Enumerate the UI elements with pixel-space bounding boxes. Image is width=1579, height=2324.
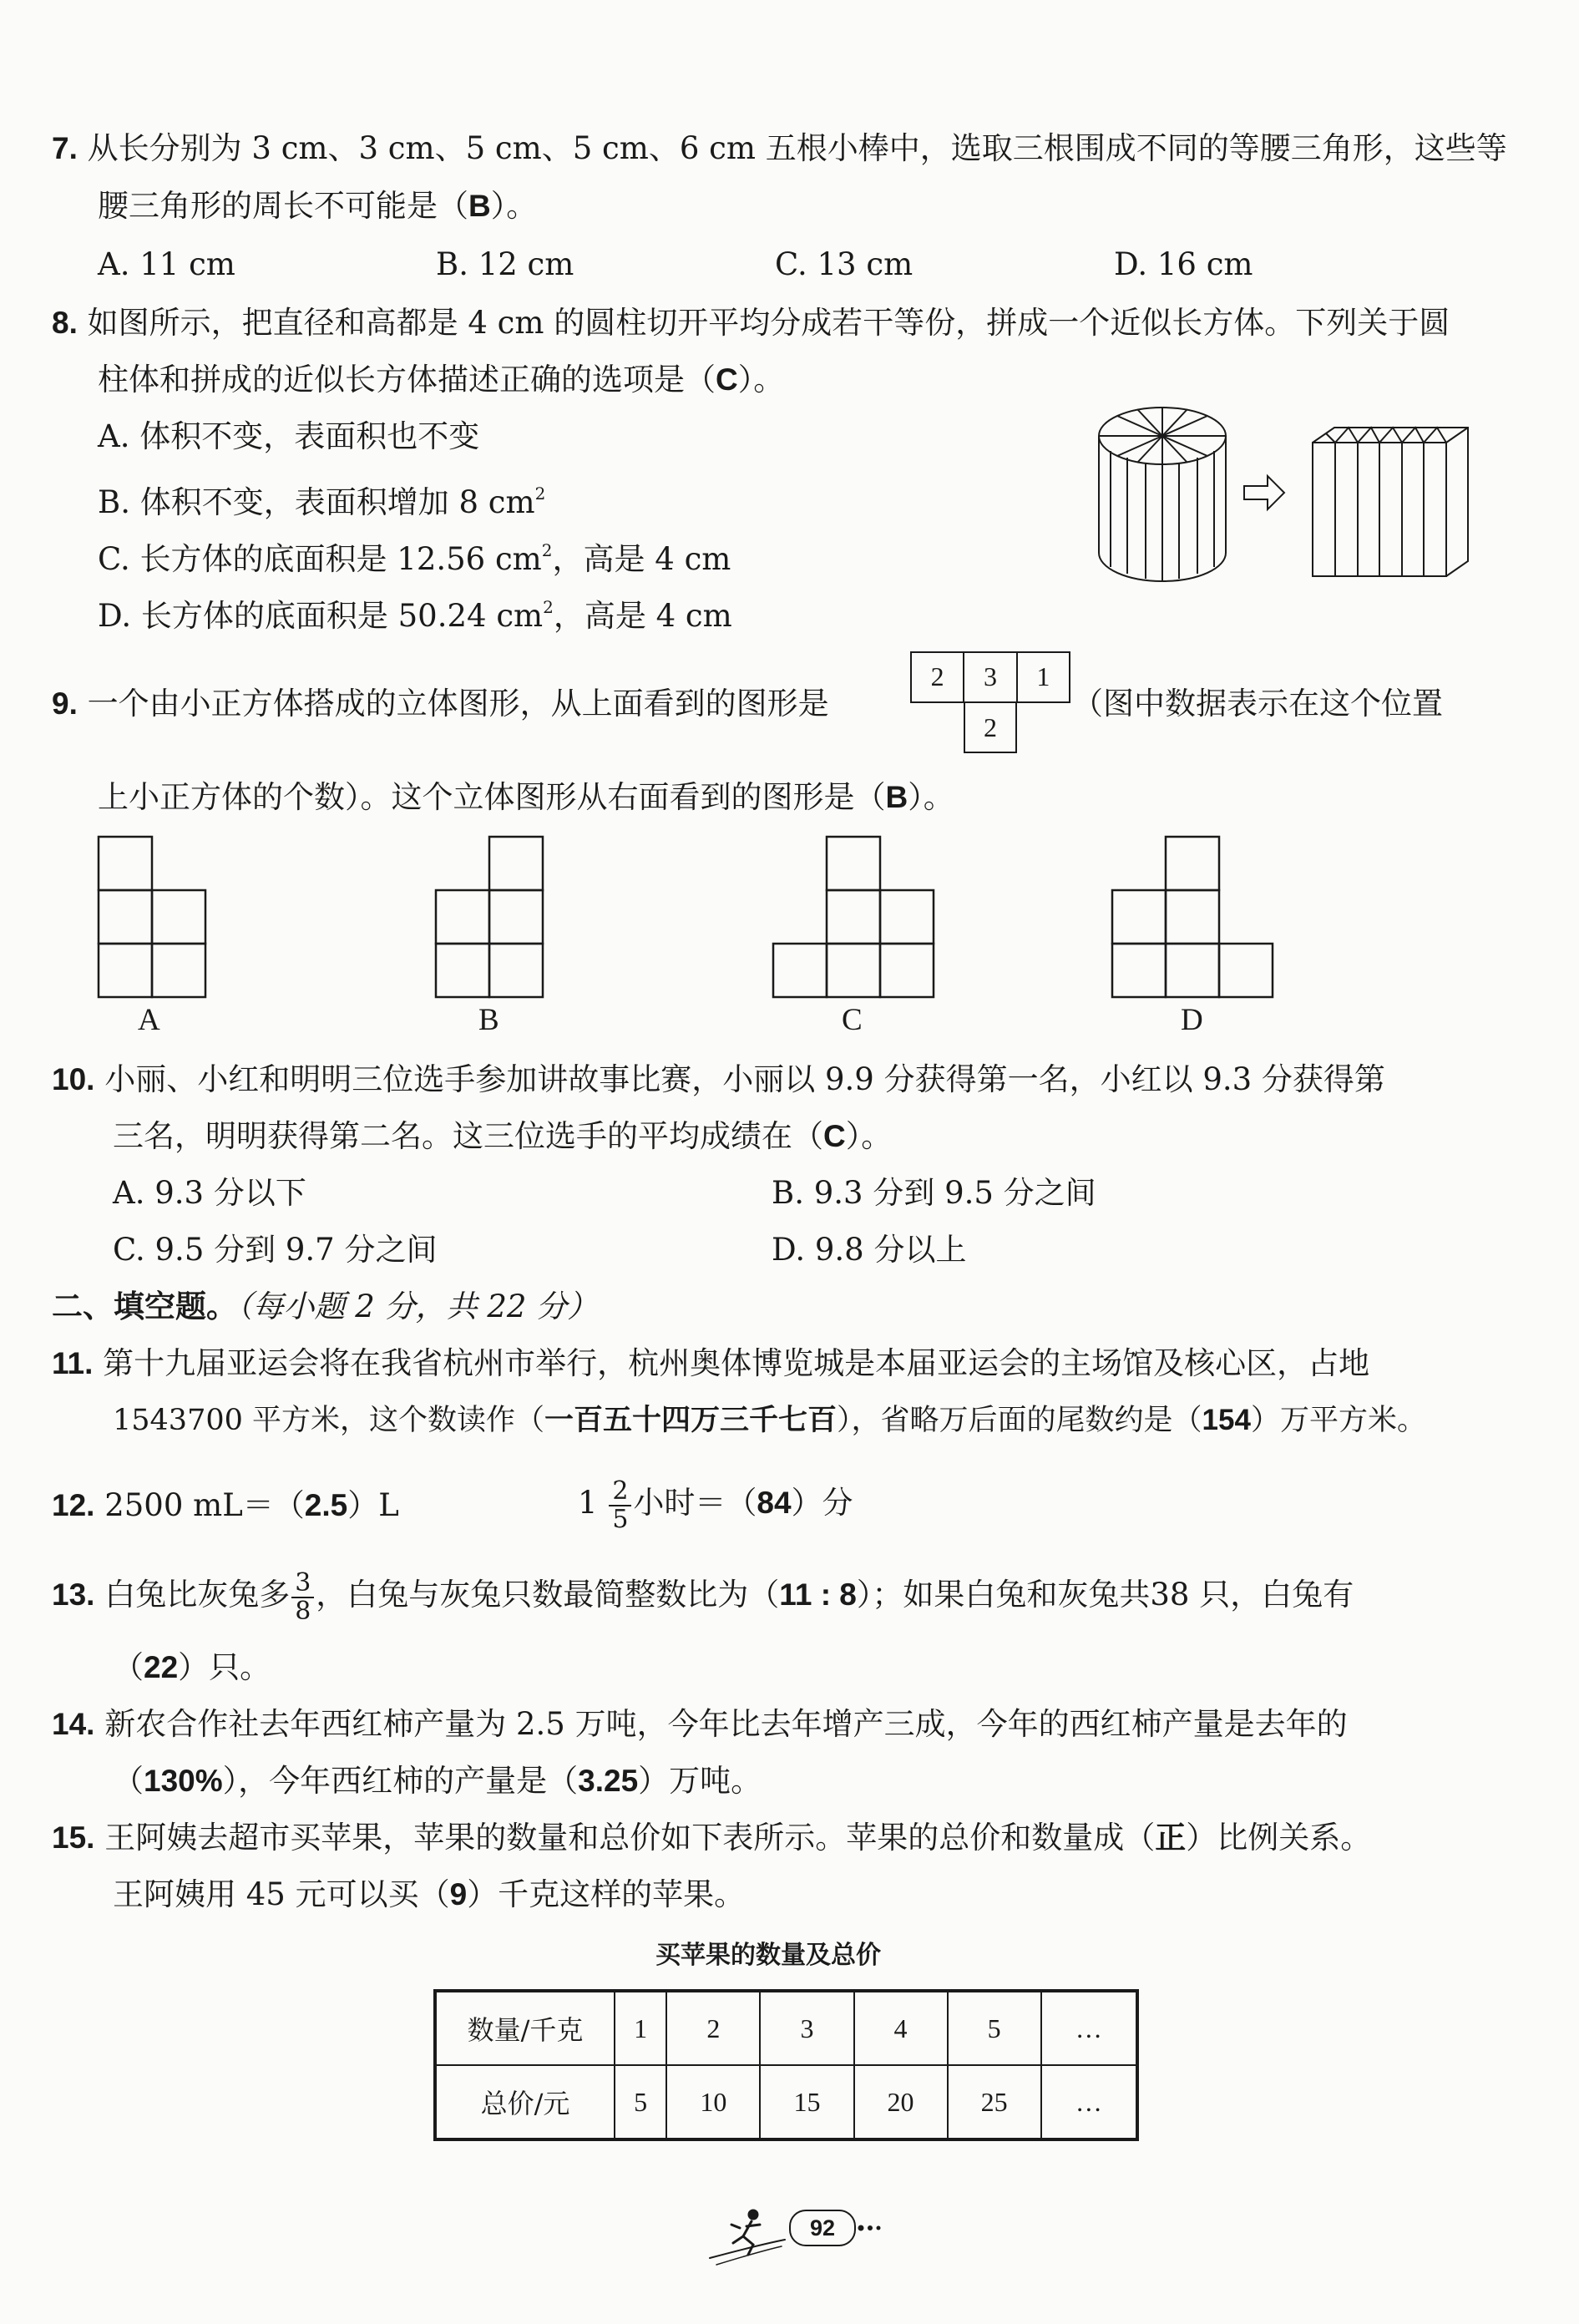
q10-line2: 三名，明明获得第二名。这三位选手的平均成绩在（C）。 — [113, 1118, 893, 1154]
table-cell: 10 — [666, 2065, 760, 2139]
q7-answer: B — [468, 189, 491, 223]
section-2-header: 二、填空题。（每小题 2 分，共 22 分） — [52, 1289, 599, 1324]
q7-option-a: A. 11 cm — [98, 246, 235, 282]
q7-option-d: D. 16 cm — [1114, 246, 1253, 282]
option-a-figure — [99, 837, 205, 997]
q12-answer1: 2.5 — [304, 1488, 348, 1522]
q15-number: 15. — [52, 1820, 95, 1855]
table-cell: 15 — [760, 2065, 853, 2139]
table-cell: 5 — [615, 2065, 666, 2139]
q10-option-b: B. 9.3 分到 9.5 分之间 — [772, 1175, 1096, 1211]
q14-answer1: 130% — [144, 1764, 223, 1798]
q11-number: 11. — [52, 1346, 94, 1380]
q9-line2: 上小正方体的个数）。这个立体图形从右面看到的图形是（B）。 — [98, 779, 954, 815]
table-cell: 20 — [854, 2065, 948, 2139]
q9-number: 9. — [52, 686, 78, 721]
q11-answer1: 一百五十四万三千七百 — [544, 1404, 838, 1436]
q14-answer2: 3.25 — [578, 1764, 639, 1798]
arrow-icon — [1244, 476, 1284, 509]
q10-option-c: C. 9.5 分到 9.7 分之间 — [113, 1232, 438, 1268]
q11-line1: 11. 第十九届亚运会将在我省杭州市举行，杭州奥体博览城是本届亚运会的主场馆及核心区，占地 — [52, 1345, 1370, 1381]
q8-line2: 柱体和拼成的近似长方体描述正确的选项是（C）。 — [98, 362, 785, 397]
q12-part2: 1 $\frac{2}{5}$ 小时＝（84）分 — [578, 1476, 853, 1534]
q15-line1: 15. 王阿姨去超市买苹果，苹果的数量和总价如下表所示。苹果的总价和数量成（正）比例关系。 — [52, 1820, 1372, 1856]
option-a-label: A — [138, 1003, 160, 1037]
q15-answer2: 9 — [449, 1877, 468, 1911]
table-row — [435, 2065, 1137, 2139]
q8-line1: 8. 如图所示，把直径和高都是 4 cm 的圆柱切开平均分成若干等份，拼成一个近似长方体。下列关于圆 — [52, 305, 1450, 341]
cylinder-to-cuboid-figure — [1094, 401, 1486, 585]
q11-line2: 1543700 平方米，这个数读作（一百五十四万三千七百），省略万后面的尾数约是（154）万平方米。 — [113, 1404, 1426, 1437]
q10-answer: C — [823, 1119, 846, 1153]
q7-line2: 腰三角形的周长不可能是（B）。 — [98, 188, 538, 224]
table-title: 买苹果的数量及总价 — [655, 1942, 881, 1969]
q10-option-d: D. 9.8 分以上 — [772, 1232, 967, 1268]
q9-option-figures — [92, 835, 1278, 1002]
top-view-cell: 1 — [1036, 661, 1050, 691]
q13-number: 13. — [52, 1577, 95, 1612]
q12-number: 12. — [52, 1488, 95, 1522]
q12-line: 12. 2500 mL＝（2.5）L — [52, 1487, 399, 1523]
table-row-header: 总价/元 — [435, 2065, 615, 2139]
q9-top-view-grid — [910, 651, 1070, 755]
q8-number: 8. — [52, 306, 78, 340]
q9-answer: B — [885, 780, 908, 814]
top-view-cell: 2 — [912, 653, 964, 701]
option-d-figure — [1112, 837, 1273, 997]
q8-option-d: D. 长方体的底面积是 50.24 $cm^2$，高是 4 cm — [98, 597, 732, 634]
q10-number: 10. — [52, 1062, 95, 1096]
q7-number: 7. — [52, 131, 78, 165]
q14-number: 14. — [52, 1707, 95, 1741]
q14-line2: （130%），今年西红柿的产量是（3.25）万吨。 — [113, 1763, 762, 1799]
q7-line1: 7. 从长分别为 3 cm、3 cm、5 cm、5 cm、6 cm 五根小棒中，选取三根围成不同的等腰三角形，这些等 — [52, 130, 1507, 166]
table-cell: 1 — [615, 1991, 666, 2065]
apple-price-table — [433, 1989, 1139, 2141]
table-cell: 3 — [760, 1991, 853, 2065]
page-number: 92 — [789, 2210, 856, 2246]
option-c-label: C — [842, 1003, 863, 1037]
q9-line1b: （图中数据表示在这个位置 — [1072, 686, 1443, 722]
page-footer — [701, 2203, 919, 2270]
option-b-figure — [436, 837, 543, 997]
table-cell: 25 — [948, 2065, 1041, 2139]
table-cell: 2 — [666, 1991, 760, 2065]
runner-icon — [701, 2203, 793, 2270]
table-row-header: 数量/千克 — [435, 1991, 615, 2065]
q10-option-a: A. 9.3 分以下 — [113, 1175, 306, 1211]
q8-answer: C — [716, 362, 738, 397]
table-cell: … — [1041, 2065, 1137, 2139]
q7-option-c: C. 13 cm — [775, 246, 913, 282]
table-cell: 5 — [948, 1991, 1041, 2065]
dots-icon — [856, 2220, 889, 2236]
q11-answer2: 154 — [1202, 1404, 1251, 1436]
q7-option-b: B. 12 cm — [436, 246, 574, 282]
q15-answer1: 正 — [1155, 1820, 1187, 1855]
q10-line1: 10. 小丽、小红和明明三位选手参加讲故事比赛，小丽以 9.9 分获得第一名，小红以 9.3 分获得第 — [52, 1061, 1385, 1097]
q12-fraction: $\frac{2}{5}$ — [609, 1478, 631, 1533]
q15-line2: 王阿姨用 45 元可以买（9）千克这样的苹果。 — [113, 1876, 746, 1912]
q12-answer2: 84 — [757, 1486, 792, 1520]
q13-answer1: 11 : 8 — [779, 1577, 857, 1612]
option-c-figure — [773, 837, 934, 997]
option-b-label: B — [478, 1003, 499, 1037]
q13-fraction: $\frac{3}{8}$ — [291, 1570, 314, 1625]
top-view-cell: 2 — [964, 701, 1017, 753]
table-row — [435, 1991, 1137, 2065]
q13-line2: （22）只。 — [113, 1649, 271, 1685]
q8-option-a: A. 体积不变，表面积也不变 — [98, 418, 480, 454]
top-view-cell: 3 — [964, 653, 1017, 701]
table-cell: 4 — [854, 1991, 948, 2065]
q13-answer2: 22 — [144, 1650, 179, 1684]
q13-line1: 13. 白兔比灰兔多 $\frac{3}{8}$ ，白兔与灰兔只数最简整数比为（11 : 8）；如果白兔和灰兔共38 只，白兔有 — [52, 1567, 1354, 1626]
q8-option-b: B. 体积不变，表面积增加 8 $cm^2$ — [98, 484, 546, 520]
q9-line1a: 9. 一个由小正方体搭成的立体图形，从上面看到的图形是 — [52, 686, 829, 722]
table-cell: … — [1041, 1991, 1137, 2065]
option-d-label: D — [1181, 1003, 1203, 1037]
q8-option-c: C. 长方体的底面积是 12.56 $cm^2$，高是 4 cm — [98, 540, 731, 577]
q14-line1: 14. 新农合作社去年西红柿产量为 2.5 万吨，今年比去年增产三成，今年的西红柿产量是去年的 — [52, 1706, 1348, 1742]
